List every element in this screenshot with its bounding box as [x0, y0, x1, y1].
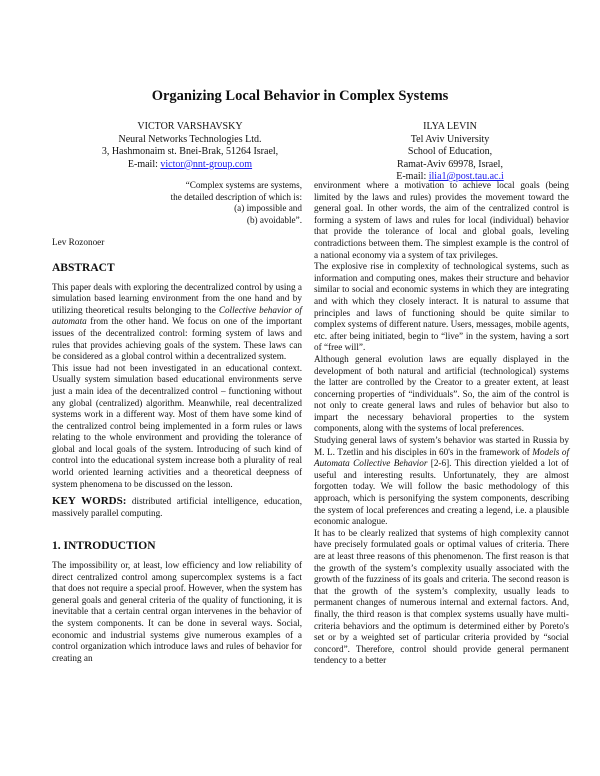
emphasis-text: Collective behavior of automata [52, 304, 302, 327]
author-block-varshavsky [55, 121, 325, 171]
author-email-link[interactable]: victor@nnt-group.com [160, 158, 253, 170]
author-department: School of Education, [407, 146, 493, 157]
author-name: ILYA LEVIN [423, 121, 477, 132]
keywords [52, 496, 302, 519]
body-paragraph: environment where a motivation to achieve local goals (being limited by the laws and rules) provides the movement toward the general goal. In other words, the aim of the centralized control is forming a system of laws and rules for local (individual) behavior that provide the tolerance of local and global goals, leveling contradictions between them. The simplest example is the control of a national economy via a system of tax privileges. [314, 180, 569, 260]
author-email-line [55, 159, 325, 172]
keywords-heading: KEY WORDS: [52, 495, 127, 508]
body-paragraph: It has to be clearly realized that systems of high complexity cannot have precisely formulated goals or optimal values of criteria. There are at least three reasons of this phenomenon. The first reason is that the growth of the system’s complexity usually associated with the growth of the fuzziness of its goals and criteria. The second reason is that the growth of the system’s complexity, usually leads to permanent changes of numerous internal and external factors. And, finally, the third reason is that complex systems usually have multi-criteria behaviors and the optimum is determined either by Poreto's set or by a weighted set of particular criteria provided by “social concord”. Therefore, control should provide general permanent tendency to a better [314, 527, 569, 666]
body-paragraph: The explosive rise in complexity of technological systems, such as information and computing ones, makes their structure and behavior similar to social and economic systems in which they are integrating and with which they closely interact. It is natural to assume that principles and laws of functioning should be quite similar to complex systems of different nature. Users, messages, mobile agents, etc. after being initiated, begin to “live” in the system, having a sort of “free will”. [314, 261, 569, 353]
author-address: 3, Hashmonaim st. Bnei-Brak, 51264 Israel, [101, 146, 279, 157]
epigraph-line: the detailed description of which is: [170, 191, 302, 202]
epigraph-line: “Complex systems are systems, [185, 180, 302, 190]
epigraph-line: (a) impossible and [234, 203, 302, 214]
author-affiliation: Tel Aviv University [410, 133, 490, 145]
epigraph-line: (b) avoidable”. [246, 214, 302, 225]
body-paragraph: Although general evolution laws are equally displayed in the development of both natural and artificial (technological) systems the latter are controlled by the Creator to a greater extent, at least concerning properties of “individuals”. So, the aim of the control is not only to create general laws and rules of behavior but also to impart the necessary behavioral properties to the system components, along with the systems of local preferences. [314, 353, 569, 434]
introduction-heading: 1. INTRODUCTION [52, 540, 156, 553]
introduction-paragraph: The impossibility or, at least, low efficiency and low reliability of direct centralized control among supercomplex systems is a fact that does not require a special proof. However, when the system has general goals and general criteria of the quality of functioning, it is inevitable that a certain central organ intervenes in the behavior of the system components. It can be done in several ways. Social, economic and industrial systems give numerous examples of a control organization which introduce laws and rules of behavior for creating an [52, 560, 302, 663]
emphasis-text: Models of Automata Collective Behavior [314, 446, 569, 469]
abstract-heading: ABSTRACT [52, 261, 115, 274]
abstract-paragraph: This issue had not been investigated in an educational context. Usually system simulation based educational environments serve just a main idea of the decentralized control – functioning without any global (centralized) algorithm. Meanwhile, real decentralized systems work in a different way. Most of them have some kind of the centralized control being implemented in a form rules or laws relating to the whole environment and providing the tolerance of global and local goals of the system. Introducing of such kind of control into the educational system increase both a plurality of real world oriented learning activities and a theoretical deepness of system phenomena to be discussed on the lesson. [52, 362, 302, 489]
keywords-text: distributed artificial intelligence, education, massively parallel computing. [52, 496, 302, 518]
left-column [52, 180, 302, 664]
author-block-levin [330, 121, 570, 184]
right-column [314, 180, 569, 667]
author-email-link[interactable]: ilia1@post.tau.ac.i [428, 171, 504, 182]
author-address: Ramat-Aviv 69978, Israel, [397, 158, 503, 170]
abstract-paragraph: This paper deals with exploring the decentralized control by using a simulation based learning environment from the one hand and by utilizing theoretical results belonging to the Collective behavior of automata from the other hand. We focus on one of the important issues of the decentralized control: forming system of laws and rules that provides achieving goals of the system. These laws can be considered as a global control within a decentralized system. [52, 281, 302, 362]
author-affiliation: Neural Networks Technologies Ltd. [118, 133, 262, 145]
paper-title: Organizing Local Behavior in Complex Systems [151, 88, 449, 104]
epigraph-author: Lev Rozonoer [52, 237, 105, 248]
epigraph [52, 180, 302, 226]
email-label: E-mail: [127, 158, 161, 170]
email-label: E-mail: [396, 171, 429, 182]
author-name: VICTOR VARSHAVSKY [137, 121, 243, 132]
body-paragraph: Studying general laws of system’s behavior was started in Russia by M. L. Tzetlin and his disciples in 60's in the framework of Models of Automata Collective Behavior [2-6]. This direction yielded a lot of useful and interesting results. Unfortunately, they are almost forgotten today. We will follow the basic methodology of this approach, which is personifying the system components, describing the system of local preferences and creating a legend, i.e. a plausible economic analogue. [314, 435, 569, 527]
